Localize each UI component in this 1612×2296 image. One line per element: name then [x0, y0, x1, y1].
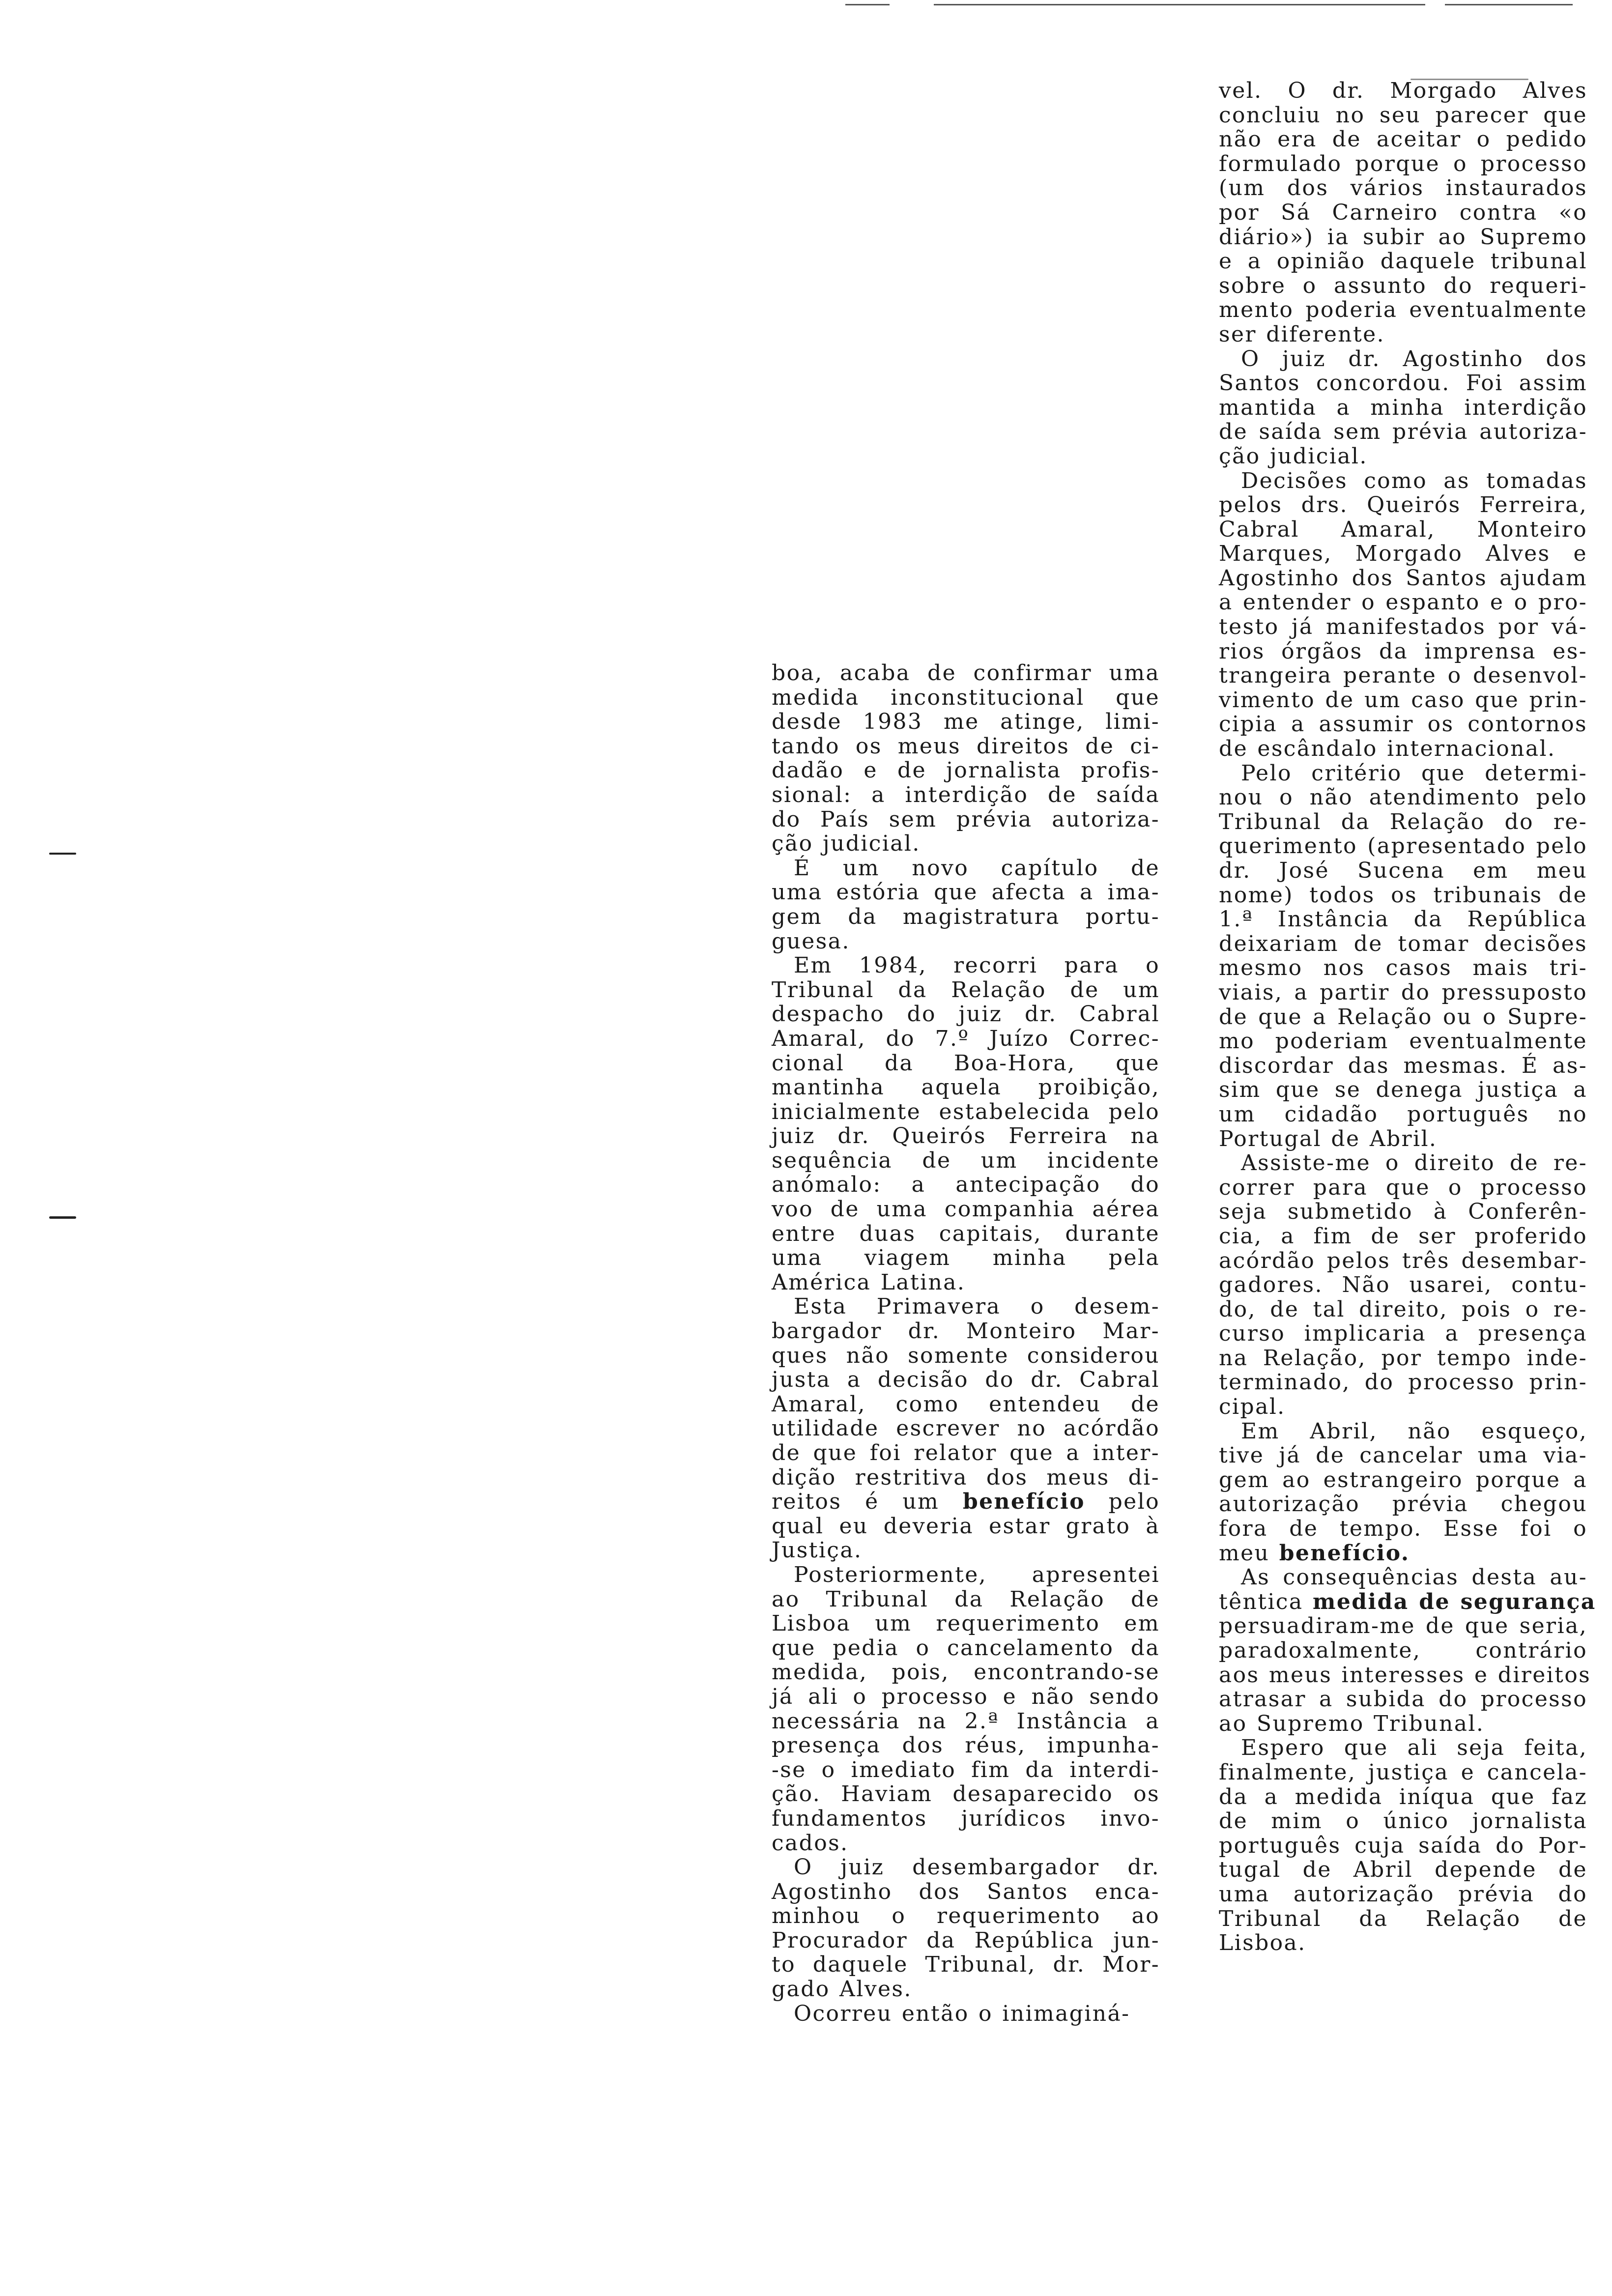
text-line: sim que se denega justiça a: [1219, 1077, 1587, 1103]
text-line: utilidade escrever no acórdão: [772, 1416, 1160, 1441]
text-line: cipia a assumir os contornos: [1219, 712, 1587, 737]
text-line: tive já de cancelar uma via-: [1219, 1443, 1587, 1468]
text-line: concluiu no seu parecer que: [1219, 102, 1587, 128]
article-paragraph: [772, 953, 1160, 1294]
article-paragraph: [772, 2002, 1160, 2026]
text-line: Pelo critério que determi-: [1241, 760, 1587, 786]
scan-mark: [49, 853, 76, 855]
article-paragraph: [772, 1563, 1160, 1855]
scan-mark: [49, 1216, 76, 1219]
text-line: mo poderiam eventualmente: [1219, 1029, 1587, 1054]
text-line: Tribunal da Relação de um: [772, 977, 1160, 1003]
text-line: sobre o assunto do requeri-: [1219, 273, 1587, 298]
text-line: qual eu deveria estar grato à: [772, 1513, 1160, 1539]
article-paragraph: [1219, 1419, 1587, 1566]
text-line: diário») ia subir ao Supremo: [1219, 224, 1587, 250]
text-line: por Sá Carneiro contra «o: [1219, 200, 1587, 225]
text-line: que pedia o cancelamento da: [772, 1635, 1160, 1661]
text-line: entre duas capitais, durante: [772, 1221, 1160, 1246]
text-line: guesa.: [772, 928, 850, 954]
text-line: de escândalo internacional.: [1219, 736, 1556, 762]
scan-edge-line: [845, 4, 890, 5]
text-line: e a opinião daquele tribunal: [1219, 249, 1587, 274]
text-line: sional: a interdição de saída: [772, 782, 1160, 807]
text-line: necessária na 2.ª Instância a: [772, 1708, 1160, 1734]
text-line: de que a Relação ou o Supre-: [1219, 1004, 1587, 1030]
text-line: atrasar a subida do processo: [1219, 1687, 1587, 1712]
text-line: correr para que o processo: [1219, 1175, 1587, 1200]
text-line: anómalo: a antecipação do: [772, 1172, 1160, 1198]
article-paragraph: [1219, 761, 1587, 1151]
text-line: sequência de um incidente: [772, 1148, 1160, 1173]
text-line: testo já manifestados por vá-: [1219, 614, 1587, 640]
text-line: seja submetido à Conferên-: [1219, 1199, 1587, 1225]
text-line: Posteriormente, apresentei: [794, 1562, 1160, 1587]
text-line: discordar das mesmas. É as-: [1219, 1053, 1587, 1078]
text-line: finalmente, justiça e cancela-: [1219, 1759, 1587, 1785]
text-line: de mim o único jornalista: [1219, 1808, 1587, 1834]
text-line: meu benefício.: [1219, 1540, 1410, 1566]
text-line: deixariam de tomar decisões: [1219, 931, 1587, 956]
text-line: mantinha aquela proibição,: [772, 1075, 1160, 1100]
text-line: trangeira perante o desenvol-: [1219, 663, 1587, 689]
scan-edge-line: [1445, 4, 1573, 5]
text-line: rios órgãos da imprensa es-: [1219, 638, 1587, 664]
text-line: Agostinho dos Santos enca-: [772, 1879, 1160, 1904]
text-line: to daquele Tribunal, dr. Mor-: [772, 1952, 1160, 1978]
text-line: querimento (apresentado pelo: [1219, 833, 1587, 859]
article-paragraph: [772, 661, 1160, 856]
text-line: curso implicaria a presença: [1219, 1321, 1587, 1347]
text-line: fundamentos jurídicos invo-: [772, 1806, 1160, 1831]
text-line: juiz dr. Queirós Ferreira na: [772, 1123, 1160, 1149]
text-line: bargador dr. Monteiro Mar-: [772, 1319, 1160, 1344]
text-line: vel. O dr. Morgado Alves: [1219, 78, 1587, 103]
text-line: gem da magistratura portu-: [772, 904, 1160, 929]
scan-edge-line: [934, 4, 1425, 5]
text-line: ser diferente.: [1219, 321, 1385, 347]
text-line: português cuja saída do Por-: [1219, 1833, 1587, 1858]
text-line: cia, a fim de ser proferido: [1219, 1223, 1587, 1249]
article-paragraph: [1219, 469, 1587, 761]
text-line: ques não somente considerou: [772, 1343, 1160, 1368]
text-line: Espero que ali seja feita,: [1241, 1735, 1587, 1761]
text-line: Cabral Amaral, Monteiro: [1219, 517, 1587, 542]
text-line: Lisboa.: [1219, 1930, 1306, 1956]
text-line: O juiz desembargador dr.: [794, 1855, 1160, 1880]
text-line: dadão e de jornalista profis-: [772, 758, 1160, 783]
text-line: O juiz dr. Agostinho dos: [1241, 346, 1587, 372]
text-line: tando os meus direitos de ci-: [772, 733, 1160, 759]
text-line: Em 1984, recorri para o: [794, 953, 1160, 978]
text-line: nome) todos os tribunais de: [1219, 882, 1587, 908]
text-line: gem ao estrangeiro porque a: [1219, 1467, 1587, 1492]
text-line: cional da Boa-Hora, que: [772, 1050, 1160, 1076]
text-line: vimento de um caso que prin-: [1219, 687, 1587, 713]
article-paragraph: [1219, 1736, 1587, 1955]
text-line: Assiste-me o direito de re-: [1241, 1150, 1587, 1176]
text-line: cipal.: [1219, 1394, 1286, 1420]
text-line: As consequências desta au-: [1241, 1565, 1587, 1590]
text-line: viais, a partir do pressuposto: [1219, 979, 1587, 1005]
text-line: presença dos réus, impunha-: [772, 1733, 1160, 1758]
text-line: ao Supremo Tribunal.: [1219, 1711, 1485, 1736]
text-line: Em Abril, não esqueço,: [1241, 1418, 1587, 1444]
text-line: do, de tal direito, pois o re-: [1219, 1296, 1587, 1322]
text-line: minhou o requerimento ao: [772, 1903, 1160, 1929]
text-line: ao Tribunal da Relação de: [772, 1586, 1160, 1612]
text-line: acórdão pelos três desembar-: [1219, 1248, 1587, 1273]
text-line: inicialmente estabelecida pelo: [772, 1099, 1160, 1124]
text-line: Amaral, do 7.º Juízo Correc-: [772, 1026, 1160, 1051]
text-line: voo de uma companhia aérea: [772, 1197, 1160, 1222]
text-line: Ocorreu então o inimaginá-: [794, 2001, 1130, 2026]
article-paragraph: [1219, 1565, 1596, 1736]
text-line: um cidadão português no: [1219, 1101, 1587, 1127]
text-line: cados.: [772, 1830, 849, 1856]
text-line: na Relação, por tempo inde-: [1219, 1345, 1587, 1371]
text-line: a entender o espanto e o pro-: [1219, 590, 1587, 615]
article-column-right: [1219, 78, 1596, 1956]
text-line: Santos concordou. Foi assim: [1219, 371, 1587, 396]
article-paragraph: [1219, 347, 1587, 469]
text-line: formulado porque o processo: [1219, 151, 1587, 176]
text-line: mantida a minha interdição: [1219, 395, 1587, 420]
text-line: nou o não atendimento pelo: [1219, 785, 1587, 810]
text-line: uma viagem minha pela: [772, 1245, 1160, 1271]
text-line: ção judicial.: [1219, 443, 1368, 469]
text-line: desde 1983 me atinge, limi-: [772, 709, 1160, 735]
text-line: medida inconstitucional que: [772, 685, 1160, 710]
article-column-left: [772, 661, 1160, 2026]
text-line: ção judicial.: [772, 831, 921, 857]
text-line: Tribunal da Relação de: [1219, 1906, 1587, 1931]
article-paragraph: [772, 1294, 1160, 1563]
text-line: Procurador da República jun-: [772, 1927, 1160, 1953]
article-paragraph: [772, 1855, 1160, 2002]
text-line: -se o imediato fim da interdi-: [772, 1757, 1160, 1782]
text-line: Esta Primavera o desem-: [794, 1294, 1160, 1320]
text-line: do País sem prévia autoriza-: [772, 806, 1160, 832]
text-line: dr. José Sucena em meu: [1219, 858, 1587, 883]
text-line: Tribunal da Relação do re-: [1219, 809, 1587, 834]
text-line: persuadiram-me de que seria,: [1219, 1613, 1587, 1639]
text-line: mento poderia eventualmente: [1219, 297, 1587, 323]
text-line: da a medida iníqua que faz: [1219, 1784, 1587, 1809]
text-line: reitos é um benefício pelo: [772, 1489, 1160, 1515]
text-line: tugal de Abril depende de: [1219, 1857, 1587, 1883]
text-line: mesmo nos casos mais tri-: [1219, 955, 1587, 981]
text-line: 1.ª Instância da República: [1219, 907, 1587, 932]
text-line: de saída sem prévia autoriza-: [1219, 419, 1587, 445]
text-line: autorização prévia chegou: [1219, 1492, 1587, 1517]
text-line: fora de tempo. Esse foi o: [1219, 1516, 1587, 1542]
text-line: de que foi relator que a inter-: [772, 1440, 1160, 1465]
text-line: Agostinho dos Santos ajudam: [1219, 565, 1587, 591]
text-line: Amaral, como entendeu de: [772, 1391, 1160, 1417]
text-line: Justiça.: [772, 1538, 863, 1563]
article-paragraph: [1219, 1151, 1587, 1419]
text-line: gado Alves.: [772, 1977, 912, 2002]
text-line: paradoxalmente, contrário: [1219, 1638, 1587, 1663]
text-line: uma estória que afecta a ima-: [772, 880, 1160, 905]
text-line: já ali o processo e não sendo: [772, 1684, 1160, 1709]
text-line: uma autorização prévia do: [1219, 1881, 1587, 1907]
text-line: gadores. Não usarei, contu-: [1219, 1272, 1587, 1298]
text-line: justa a decisão do dr. Cabral: [772, 1367, 1160, 1393]
text-line: América Latina.: [772, 1269, 966, 1295]
text-line: pelos drs. Queirós Ferreira,: [1219, 492, 1587, 518]
text-line: despacho do juiz dr. Cabral: [772, 1002, 1160, 1027]
text-line: aos meus interesses e direitos: [1219, 1662, 1591, 1688]
text-line: ção. Haviam desaparecido os: [772, 1781, 1160, 1807]
text-line: têntica medida de segurança: [1219, 1589, 1596, 1614]
article-paragraph: [1219, 79, 1587, 347]
text-line: (um dos vários instaurados: [1219, 175, 1587, 201]
text-line: dição restritiva dos meus di-: [772, 1464, 1160, 1490]
text-line: Lisboa um requerimento em: [772, 1611, 1160, 1636]
text-line: Portugal de Abril.: [1219, 1126, 1438, 1151]
article-paragraph: [772, 856, 1160, 953]
text-line: não era de aceitar o pedido: [1219, 127, 1587, 152]
text-line: Marques, Morgado Alves e: [1219, 541, 1587, 567]
text-line: medida, pois, encontrando-se: [772, 1660, 1160, 1685]
text-line: Decisões como as tomadas: [1241, 468, 1587, 493]
text-line: terminado, do processo prin-: [1219, 1370, 1587, 1395]
text-line: boa, acaba de confirmar uma: [772, 660, 1160, 686]
text-line: É um novo capítulo de: [794, 855, 1160, 881]
